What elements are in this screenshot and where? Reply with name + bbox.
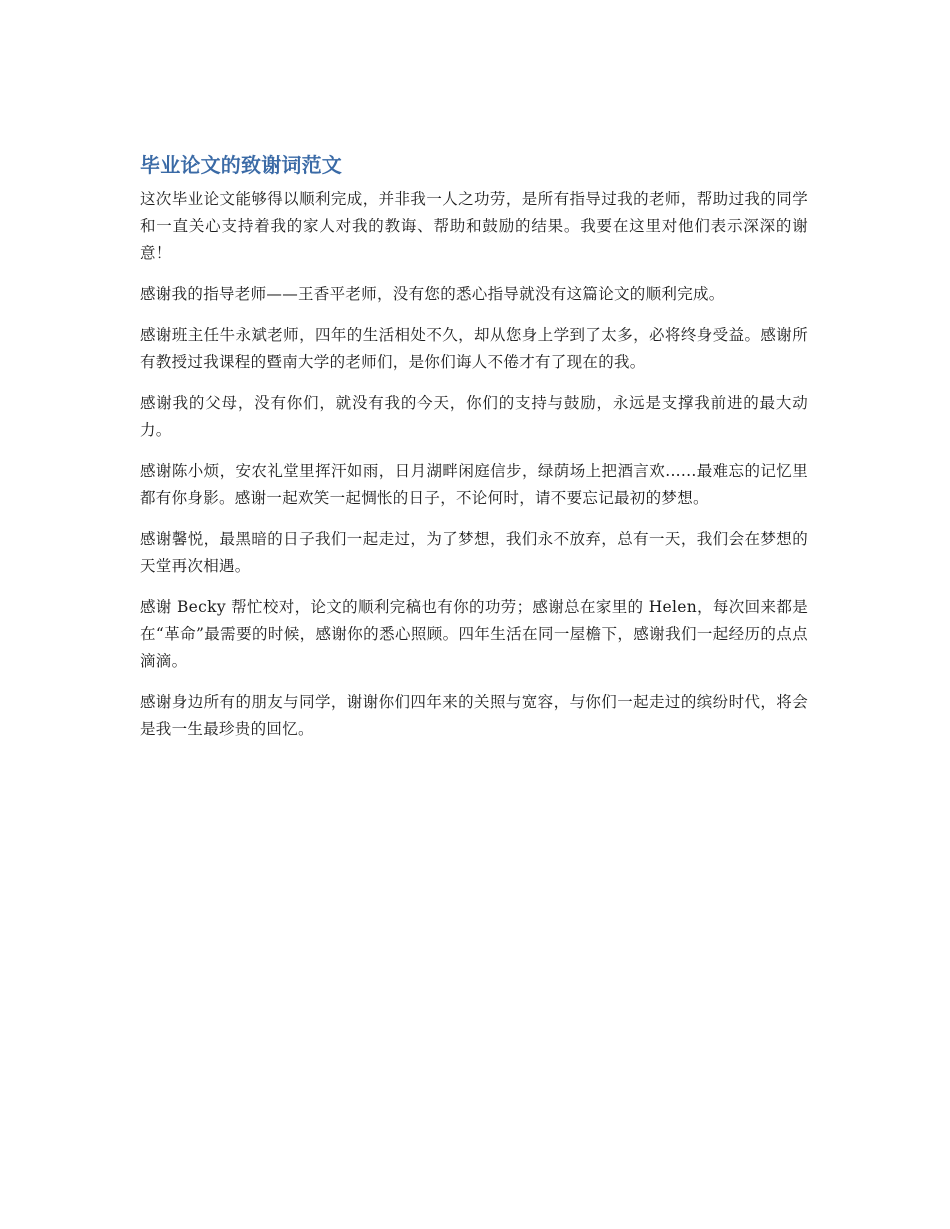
paragraph-friend-xinyue: 感谢馨悦，最黑暗的日子我们一起走过，为了梦想，我们永不放弃，总有一天，我们会在梦想的天堂再次相遇。 [140, 530, 808, 575]
page-title: 毕业论文的致谢词范文 [140, 153, 342, 177]
paragraph-advisor: 感谢我的指导老师——王香平老师，没有您的悉心指导就没有这篇论文的顺利完成。 [140, 285, 725, 303]
paragraph-friend-chen: 感谢陈小烦，安农礼堂里挥汗如雨，日月湖畔闲庭信步，绿荫场上把酒言欢......最难忘的记忆里都有你身影。感谢一起欢笑一起惆怅的日子，不论何时，请不要忘记最初的梦想。 [140, 462, 808, 507]
paragraph-intro: 这次毕业论文能够得以顺利完成，并非我一人之功劳，是所有指导过我的老师，帮助过我的同学和一直关心支持着我的家人对我的教诲、帮助和鼓励的结果。我要在这里对他们表示深深的谢意！ [140, 190, 808, 262]
paragraph-classmates: 感谢身边所有的朋友与同学，谢谢你们四年来的关照与宽容，与你们一起走过的缤纷时代，将会是我一生最珍贵的回忆。 [140, 693, 808, 738]
document-body [140, 150, 808, 757]
paragraph-teachers: 感谢班主任牛永斌老师，四年的生活相处不久，却从您身上学到了太多，必将终身受益。感谢所有教授过我课程的暨南大学的老师们，是你们诲人不倦才有了现在的我。 [140, 326, 808, 371]
paragraph-roommates: 感谢 Becky 帮忙校对，论文的顺利完稿也有你的功劳；感谢总在家里的 Helen，每次回来都是在“革命”最需要的时候，感谢你的悉心照顾。四年生活在同一屋檐下，感谢我们一起经历的点点滴滴。 [140, 598, 808, 670]
paragraph-parents: 感谢我的父母，没有你们，就没有我的今天，你们的支持与鼓励，永远是支撑我前进的最大动力。 [140, 394, 808, 439]
